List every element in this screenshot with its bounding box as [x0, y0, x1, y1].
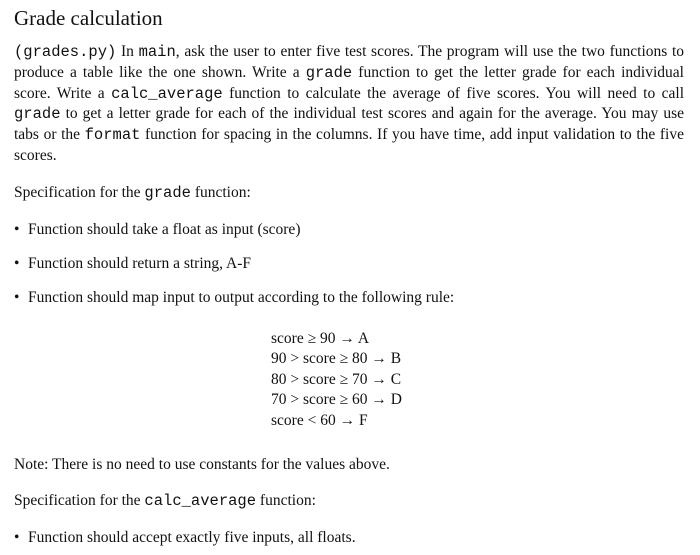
grade-spec-prefix: Specification for the [14, 184, 145, 201]
intro-paragraph [14, 42, 684, 167]
rule-line: 70 > score ≥ 60 → D [271, 391, 402, 409]
list-item: • Function should accept exactly five inputs, all floats. [14, 528, 684, 549]
list-item: • Function should map input to output according to the following rule: [14, 288, 684, 322]
inline-code: grade [305, 63, 353, 82]
intro-text: In [116, 43, 139, 60]
intro-text: function for spacing in the columns. If you have time, add input validation to the five scores. [14, 126, 684, 164]
grade-rules [271, 329, 402, 431]
inline-code: calc_average [111, 84, 223, 103]
grade-spec-list [14, 220, 684, 322]
inline-code: main [138, 43, 176, 61]
intro-text: , ask the user to enter five test scores. The program will use the two functions to produce a table like the one shown. Write a [14, 43, 684, 81]
section-heading: Grade calculation [14, 6, 163, 30]
rule-line: score ≥ 90 → A [271, 330, 370, 347]
intro-text: function to get the letter grade for each individual score. Write a [14, 63, 684, 102]
average-spec-suffix: function: [256, 492, 316, 509]
intro-text: function to calculate the average of five scores. You will need to call [222, 84, 684, 102]
average-spec-heading [14, 491, 684, 512]
rule-line: score < 60 → F [271, 411, 368, 429]
average-spec-prefix: Specification for the [14, 492, 145, 509]
grade-spec-suffix: function: [190, 184, 251, 201]
average-spec-list [14, 528, 684, 549]
list-item: • Function should take a float as input (score) [14, 220, 684, 254]
inline-code: format [84, 126, 141, 145]
grade-spec-code: grade [144, 184, 191, 202]
note-paragraph: Note: There is no need to use constants for the values above. [14, 456, 390, 473]
rule-line: 90 > score ≥ 80 → B [271, 350, 402, 368]
intro-text: to get a letter grade for each of the individual test scores and again for the average. You may use tabs or the [14, 105, 684, 144]
grade-spec-heading [14, 183, 684, 204]
inline-code: grade [14, 105, 61, 124]
list-item: • Function should return a string, A-F [14, 254, 684, 288]
average-spec-code: calc_average [144, 492, 257, 510]
rule-line: 80 > score ≥ 70 → C [271, 370, 402, 388]
inline-code: (grades.py) [14, 43, 117, 61]
